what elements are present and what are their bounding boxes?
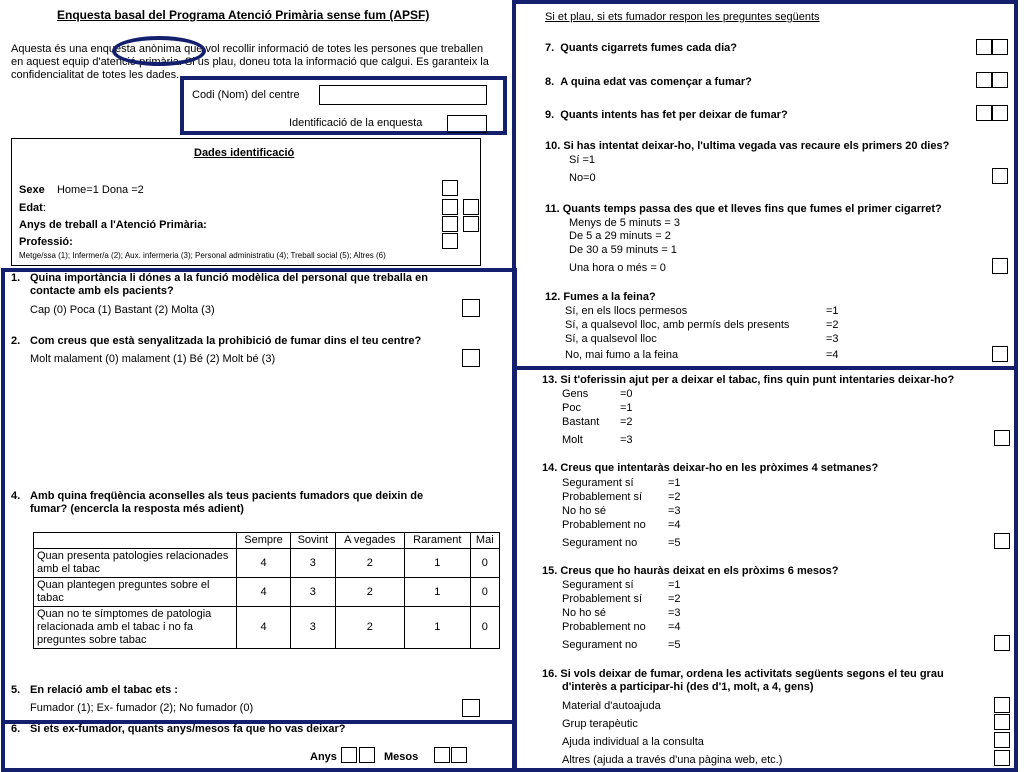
q11-answer-box[interactable] xyxy=(992,258,1008,274)
intro-line: Aquesta és una enquesta anònima que vol recollir informació de totes les persones que treballen xyxy=(11,43,484,55)
q16-opt: Grup terapèutic xyxy=(562,718,638,730)
q8-box-2[interactable] xyxy=(992,72,1008,88)
cell-value[interactable]: 1 xyxy=(404,549,470,578)
q10-opt-yes: Sí =1 xyxy=(569,154,595,166)
q1-options: Cap (0) Poca (1) Bastant (2) Molta (3) xyxy=(30,304,215,316)
professio-label: Professió: xyxy=(19,236,73,248)
table-header: Sovint xyxy=(291,533,336,549)
q15-val: =2 xyxy=(668,593,681,605)
q12-opt: Sí, a qualsevol lloc xyxy=(565,333,657,345)
q14-opt: Segurament no xyxy=(562,537,638,549)
q4-number: 4. xyxy=(11,490,21,502)
q14-opt: Probablement sí xyxy=(562,491,643,503)
q13-text: 13. Si t'oferissin ajut per a deixar el tabac, fins quin punt intentaries deixar-ho? xyxy=(542,374,955,386)
q12-opt: Sí, en els llocs permesos xyxy=(565,305,688,317)
q1-text: Quina importància li dónes a la funció modèlica del personal que treballa en contacte amb els pacients? xyxy=(30,272,428,297)
q6-text: Si ets ex-fumador, quants anys/mesos fa que ho vas deixar? xyxy=(30,723,346,735)
q13-opt: Gens xyxy=(562,388,589,400)
q13-answer-box[interactable] xyxy=(994,430,1010,446)
anys-box-2[interactable] xyxy=(463,216,479,232)
q5-text: En relació amb el tabac ets : xyxy=(30,684,178,696)
q7-text: 7. Quants cigarrets fumes cada dia? xyxy=(545,42,737,54)
row-label: Quan plantegen preguntes sobre el tabac xyxy=(34,578,237,607)
q13-opt: Poc xyxy=(562,402,581,414)
dades-title: Dades identificació xyxy=(194,147,295,159)
q8-box-1[interactable] xyxy=(976,72,992,88)
q2-options: Molt malament (0) malament (1) Bé (2) Molt bé (3) xyxy=(30,353,276,365)
q9-box-2[interactable] xyxy=(992,105,1008,121)
cell-value[interactable]: 4 xyxy=(237,607,291,649)
sexe-row xyxy=(19,184,144,197)
q15-opt: Probablement no xyxy=(562,621,646,633)
professio-options: Metge/ssa (1); Infermer/a (2); Aux. infermeria (3); Personal administratiu (4); Treball social (5); Altres (6) xyxy=(19,251,386,260)
q6-anys-label: Anys xyxy=(310,751,337,763)
q12-val: =4 xyxy=(826,349,839,361)
q16-answer-box[interactable] xyxy=(994,697,1010,713)
q15-text: 15. Creus que ho hauràs deixat en els pròxims 6 mesos? xyxy=(542,565,839,577)
cell-value[interactable]: 1 xyxy=(404,607,470,649)
q12-answer-box[interactable] xyxy=(992,346,1008,362)
table-header xyxy=(34,533,237,549)
sexe-checkbox[interactable] xyxy=(442,180,458,196)
q13-opt: Bastant xyxy=(562,416,600,428)
q6-mesos-box-2[interactable] xyxy=(451,747,467,763)
q16-opt: Altres (ajuda a través d'una pàgina web, etc.) xyxy=(562,754,783,766)
q10-opt-no: No=0 xyxy=(569,172,596,184)
cell-value[interactable]: 0 xyxy=(470,549,499,578)
q13-val: =0 xyxy=(620,388,633,400)
q6-anys-box-2[interactable] xyxy=(359,747,375,763)
sexe-options: Home=1 Dona =2 xyxy=(56,184,144,196)
q11-opt: De 30 a 59 minuts = 1 xyxy=(569,244,677,256)
q16-answer-box[interactable] xyxy=(994,714,1010,730)
q15-opt: Segurament sí xyxy=(562,579,634,591)
highlight-oval xyxy=(112,36,206,66)
q8-text: 8. A quina edat vas començar a fumar? xyxy=(545,76,752,88)
q13-val: =2 xyxy=(620,416,633,428)
q14-opt: Probablement no xyxy=(562,519,646,531)
q13-val: =3 xyxy=(620,434,633,446)
q13-val: =1 xyxy=(620,402,633,414)
q14-opt: Segurament sí xyxy=(562,477,634,489)
q11-opt: Una hora o més = 0 xyxy=(569,262,666,274)
q16-opt: Material d'autoajuda xyxy=(562,700,661,712)
q1-number: 1. xyxy=(11,272,21,284)
q14-text: 14. Creus que intentaràs deixar-ho en les pròximes 4 setmanes? xyxy=(542,462,879,474)
q9-text: 9. Quants intents has fet per deixar de fumar? xyxy=(545,109,788,121)
cell-value[interactable]: 2 xyxy=(335,578,404,607)
cell-value[interactable]: 3 xyxy=(291,578,336,607)
q6-mesos-box-1[interactable] xyxy=(434,747,450,763)
q14-opt: No ho sé xyxy=(562,505,607,517)
survey-id-input[interactable] xyxy=(447,115,487,133)
row-label: Quan no te símptomes de patologia relacionada amb el tabac i no fa preguntes sobre tabac xyxy=(34,607,237,649)
table-header: Mai xyxy=(470,533,499,549)
q6-number: 6. xyxy=(11,723,21,735)
table-header: Sempre xyxy=(237,533,291,549)
survey-title: Enquesta basal del Programa Atenció Primària sense fum (APSF) xyxy=(57,8,430,22)
q15-answer-box[interactable] xyxy=(994,635,1010,651)
q10-text: 10. Si has intentat deixar-ho, l'ultima vegada vas recaure els primers 20 dies? xyxy=(545,140,950,152)
q14-val: =5 xyxy=(668,537,681,549)
centre-code-input[interactable] xyxy=(319,85,487,105)
q6-anys-box-1[interactable] xyxy=(341,747,357,763)
q15-val: =1 xyxy=(668,579,681,591)
q7-box-2[interactable] xyxy=(992,39,1008,55)
cell-value[interactable]: 2 xyxy=(335,549,404,578)
q5-answer-box[interactable] xyxy=(462,699,480,717)
sexe-label: Sexe xyxy=(19,184,45,196)
q16-answer-box[interactable] xyxy=(994,732,1010,748)
edat-label: Edat: xyxy=(19,202,46,214)
q11-opt: Menys de 5 minuts = 3 xyxy=(569,217,680,229)
intro-line: en aquest equip d'atenció primària. Si us plau, doneu tota la informació que calgui. Es garanteix la xyxy=(11,56,489,68)
q12-val: =2 xyxy=(826,319,839,331)
smoker-intro: Si et plau, si ets fumador respon les preguntes següents xyxy=(545,11,820,23)
q12-opt: Sí, a qualsevol lloc, amb permís dels presents xyxy=(565,319,790,331)
cell-value[interactable]: 3 xyxy=(291,607,336,649)
cell-value[interactable]: 1 xyxy=(404,578,470,607)
q11-text: 11. Quants temps passa des que et lleves fins que fumes el primer cigarret? xyxy=(545,203,942,215)
cell-value[interactable]: 4 xyxy=(237,578,291,607)
q1-answer-box[interactable] xyxy=(462,299,480,317)
table-row xyxy=(34,578,500,607)
frequency-table xyxy=(33,532,500,649)
q2-answer-box[interactable] xyxy=(462,349,480,367)
table-header: A vegades xyxy=(335,533,404,549)
q14-val: =2 xyxy=(668,491,681,503)
q5-number: 5. xyxy=(11,684,21,696)
q2-text: Com creus que està senyalitzada la prohibició de fumar dins el teu centre? xyxy=(30,335,422,347)
q12-val: =3 xyxy=(826,333,839,345)
q14-val: =4 xyxy=(668,519,681,531)
q2-number: 2. xyxy=(11,335,21,347)
q10-answer-box[interactable] xyxy=(992,168,1008,184)
intro-line: confidencialitat de totes les dades. xyxy=(11,69,180,81)
q12-text: 12. Fumes a la feina? xyxy=(545,291,656,303)
q15-val: =3 xyxy=(668,607,681,619)
q14-val: =1 xyxy=(668,477,681,489)
cell-value[interactable]: 2 xyxy=(335,607,404,649)
q15-val: =5 xyxy=(668,639,681,651)
q14-val: =3 xyxy=(668,505,681,517)
q12-val: =1 xyxy=(826,305,839,317)
edat-box-1[interactable] xyxy=(442,199,458,215)
cell-value[interactable]: 3 xyxy=(291,549,336,578)
anys-label: Anys de treball a l'Atenció Primària: xyxy=(19,219,207,231)
q15-opt: No ho sé xyxy=(562,607,607,619)
anys-box-1[interactable] xyxy=(442,216,458,232)
q5-options: Fumador (1); Ex- fumador (2); No fumador (0) xyxy=(30,702,254,714)
q9-box-1[interactable] xyxy=(976,105,992,121)
row-label: Quan presenta patologies relacionades amb el tabac xyxy=(34,549,237,578)
table-header: Rarament xyxy=(404,533,470,549)
q12-opt: No, mai fumo a la feina xyxy=(565,349,679,361)
table-row xyxy=(34,549,500,578)
cell-value[interactable]: 0 xyxy=(470,578,499,607)
q14-answer-box[interactable] xyxy=(994,533,1010,549)
q4-text: Amb quina freqüència aconselles als teus pacients fumadors que deixin de fumar? (encercla la resposta més adient) xyxy=(30,490,424,515)
q16-answer-box[interactable] xyxy=(994,750,1010,766)
professio-checkbox[interactable] xyxy=(442,233,458,249)
table-header-row xyxy=(34,533,500,549)
q6-mesos-label: Mesos xyxy=(384,751,419,763)
q15-opt: Segurament no xyxy=(562,639,638,651)
edat-box-2[interactable] xyxy=(463,199,479,215)
survey-id-label: Identificació de la enquesta xyxy=(289,117,423,129)
q15-val: =4 xyxy=(668,621,681,633)
q16-opt: Ajuda individual a la consulta xyxy=(562,736,704,748)
cell-value[interactable]: 0 xyxy=(470,607,499,649)
centre-code-label: Codi (Nom) del centre xyxy=(192,89,300,101)
q7-box-1[interactable] xyxy=(976,39,992,55)
table-row xyxy=(34,607,500,649)
q13-opt: Molt xyxy=(562,434,583,446)
q15-opt: Probablement sí xyxy=(562,593,643,605)
q16-text: 16. Si vols deixar de fumar, ordena les activitats següents segons el teu grau d'interès a participar-hi (des d'1, molt, a 4, gens) xyxy=(542,668,944,693)
cell-value[interactable]: 4 xyxy=(237,549,291,578)
q11-opt: De 5 a 29 minuts = 2 xyxy=(569,230,671,242)
